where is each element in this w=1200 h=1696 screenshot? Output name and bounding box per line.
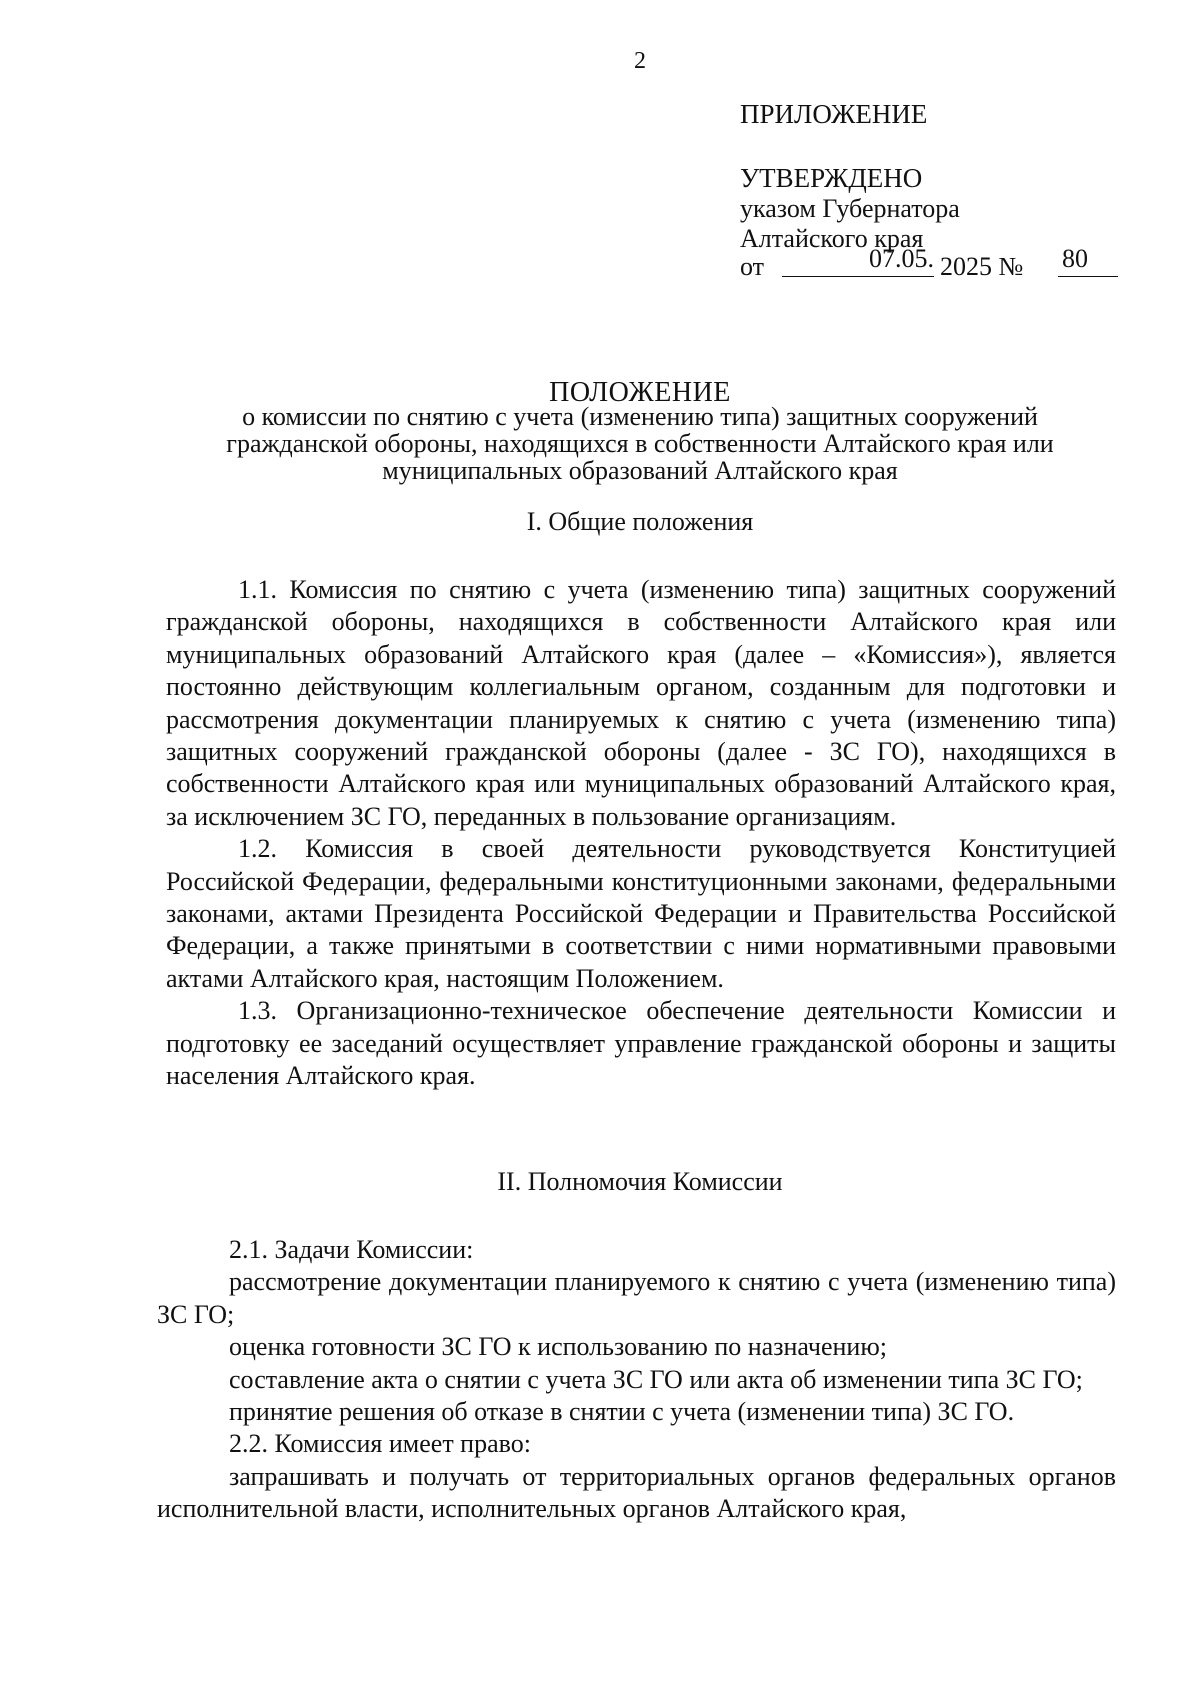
section-1-heading: I. Общие положения <box>526 507 754 536</box>
approval-by-line-1: указом Губернатора <box>740 194 960 223</box>
paragraph: 1.2. Комиссия в своей деятельности руководствуется Конституцией Российской Федерации, федеральными конституционными законами, федеральными законами, актами Президента Российской Федерации и Правительства Российской Федерации, а также принятыми в соответствии с ними нормативными правовыми актами Алтайского края, настоящим Положением. <box>166 834 1116 993</box>
appendix-label: ПРИЛОЖЕНИЕ <box>740 99 928 129</box>
year-number-label: 2025 № <box>940 252 1024 281</box>
section-2-body <box>157 1234 1116 1526</box>
document-title: ПОЛОЖЕНИЕ <box>549 377 731 408</box>
paragraph: рассмотрение документации планируемого к снятию с учета (изменению типа) ЗС ГО; <box>157 1267 1116 1329</box>
subtitle-line: гражданской обороны, находящихся в собственности Алтайского края или <box>226 429 1054 458</box>
paragraph: оценка готовности ЗС ГО к использованию по назначению; <box>229 1332 887 1362</box>
page-number: 2 <box>634 48 646 74</box>
section-2-heading: II. Полномочия Комиссии <box>497 1167 783 1196</box>
date-value: 07.05. <box>782 242 934 277</box>
approval-by-line-2: Алтайского края <box>740 224 924 253</box>
approved-label: УТВЕРЖДЕНО <box>740 163 923 193</box>
section-1-body <box>166 574 1116 1093</box>
paragraph: запрашивать и получать от территориальных органов федеральных органов исполнительной власти, исполнительных органов Алтайского края, <box>157 1461 1116 1524</box>
paragraph: принятие решения об отказе в снятии с учета (изменении типа) ЗС ГО. <box>229 1397 1015 1427</box>
subtitle-line: о комиссии по снятию с учета (изменению типа) защитных сооружений <box>242 402 1038 431</box>
document-subtitle <box>200 403 1080 484</box>
paragraph: 2.1. Задачи Комиссии: <box>229 1235 474 1264</box>
paragraph: составление акта о снятии с учета ЗС ГО или акта об изменении типа ЗС ГО; <box>229 1364 1083 1394</box>
paragraph: 2.2. Комиссия имеет право: <box>229 1429 531 1459</box>
decree-number: 80 <box>1058 242 1118 277</box>
paragraph: 1.1. Комиссия по снятию с учета (изменению типа) защитных сооружений гражданской обороны, находящихся в собственности Алтайского края или муниципальных образований Алтайского края (далее – «Комиссия»), является постоянно действующим коллегиальным органом, созданным для подготовки и рассмотрения документации планируемых к снятию с учета (изменению типа) защитных сооружений гражданской обороны (далее - ЗС ГО), находящихся в собственности Алтайского края или муниципальных образований Алтайского края, за исключением ЗС ГО, переданных в пользование организациям. <box>166 575 1116 831</box>
paragraph: 1.3. Организационно-техническое обеспечение деятельности Комиссии и подготовку ее заседаний осуществляет управление гражданской обороны и защиты населения Алтайского края. <box>166 996 1116 1091</box>
date-prefix: от <box>740 252 765 281</box>
subtitle-line: муниципальных образований Алтайского края <box>382 456 898 485</box>
